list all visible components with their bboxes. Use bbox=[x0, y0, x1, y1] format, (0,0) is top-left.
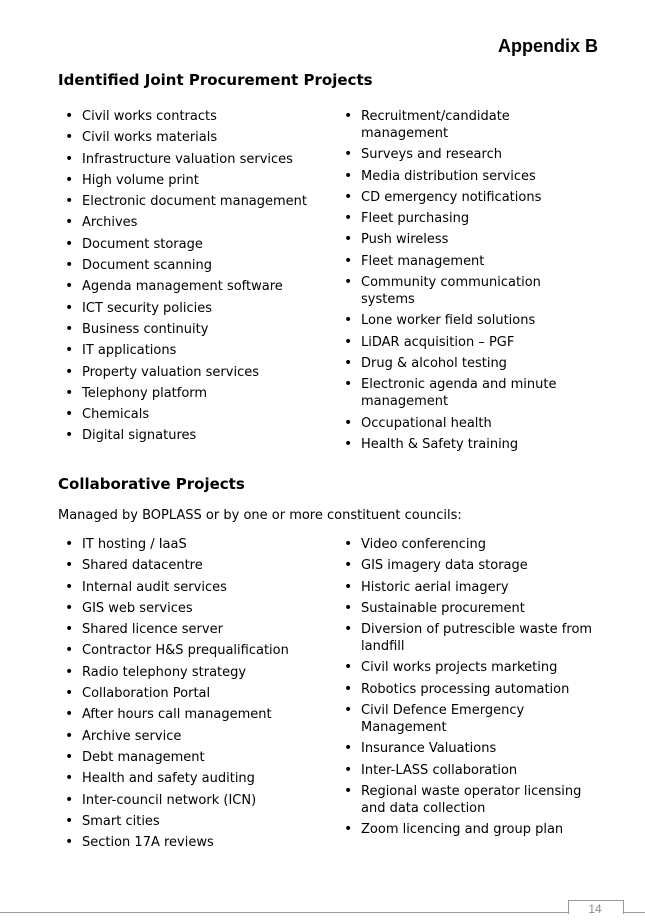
list-item: • Shared licence server bbox=[58, 621, 328, 638]
list-item: • Digital signatures bbox=[58, 427, 328, 444]
list-item: • Collaboration Portal bbox=[58, 685, 328, 702]
list-item: • Electronic document management bbox=[58, 193, 328, 210]
list-item: • Smart cities bbox=[58, 813, 328, 830]
collaborative-intro: Managed by BOPLASS or by one or more constituent councils: bbox=[58, 508, 462, 523]
section-heading-collaborative: Collaborative Projects bbox=[58, 475, 245, 493]
list-item: • Fleet management bbox=[337, 253, 597, 270]
list-item: • Zoom licencing and group plan bbox=[337, 821, 597, 838]
list-item: • Insurance Valuations bbox=[337, 740, 597, 757]
list-item: • Document scanning bbox=[58, 257, 328, 274]
appendix-title: Appendix B bbox=[497, 36, 598, 56]
section-heading-joint-procurement: Identified Joint Procurement Projects bbox=[58, 71, 373, 89]
list-item: • Radio telephony strategy bbox=[58, 664, 328, 681]
footer-divider bbox=[0, 912, 645, 913]
list-item: • Robotics processing automation bbox=[337, 681, 597, 698]
list-item: • Telephony platform bbox=[58, 385, 328, 402]
list-item: • Archive service bbox=[58, 728, 328, 745]
collaborative-list-left bbox=[58, 536, 328, 855]
joint-procurement-list-left bbox=[58, 108, 328, 449]
list-item: • GIS imagery data storage bbox=[337, 557, 597, 574]
list-item: • Health and safety auditing bbox=[58, 770, 328, 787]
list-item: • Property valuation services bbox=[58, 364, 328, 381]
list-item: • Civil works materials bbox=[58, 129, 328, 146]
list-item: • Media distribution services bbox=[337, 168, 597, 185]
list-item: • Chemicals bbox=[58, 406, 328, 423]
joint-procurement-list-right bbox=[337, 108, 597, 457]
list-item: • Inter-LASS collaboration bbox=[337, 762, 597, 779]
list-item: • Business continuity bbox=[58, 321, 328, 338]
list-item: • Lone worker field solutions bbox=[337, 312, 597, 329]
list-item: • Debt management bbox=[58, 749, 328, 766]
list-item: • Internal audit services bbox=[58, 579, 328, 596]
list-item: • ICT security policies bbox=[58, 300, 328, 317]
list-item: • Drug & alcohol testing bbox=[337, 355, 597, 372]
list-item: • Inter-council network (ICN) bbox=[58, 792, 328, 809]
list-item: • Shared datacentre bbox=[58, 557, 328, 574]
list-item: • Document storage bbox=[58, 236, 328, 253]
list-item: • High volume print bbox=[58, 172, 328, 189]
list-item: • CD emergency notifications bbox=[337, 189, 597, 206]
list-item: • LiDAR acquisition – PGF bbox=[337, 334, 597, 351]
list-item: • Regional waste operator licensing and data collection bbox=[337, 783, 597, 817]
list-item: • Health & Safety training bbox=[337, 436, 597, 453]
list-item: • GIS web services bbox=[58, 600, 328, 617]
collaborative-list-right bbox=[337, 536, 597, 843]
list-item: • Sustainable procurement bbox=[337, 600, 597, 617]
list-item: • Agenda management software bbox=[58, 278, 328, 295]
list-item: • Infrastructure valuation services bbox=[58, 151, 328, 168]
list-item: • Civil works projects marketing bbox=[337, 659, 597, 676]
page-number: 14 bbox=[588, 902, 602, 916]
list-item: • IT hosting / IaaS bbox=[58, 536, 328, 553]
list-item: • After hours call management bbox=[58, 706, 328, 723]
list-item: • Contractor H&S prequalification bbox=[58, 642, 328, 659]
list-item: • Historic aerial imagery bbox=[337, 579, 597, 596]
list-item: • Surveys and research bbox=[337, 146, 597, 163]
list-item: • Civil Defence Emergency Management bbox=[337, 702, 597, 736]
list-item: • Community communication systems bbox=[337, 274, 597, 308]
list-item: • Push wireless bbox=[337, 231, 597, 248]
list-item: • Archives bbox=[58, 214, 328, 231]
list-item: • Recruitment/candidate management bbox=[337, 108, 597, 142]
list-item: • Diversion of putrescible waste from landfill bbox=[337, 621, 597, 655]
list-item: • Civil works contracts bbox=[58, 108, 328, 125]
list-item: • Occupational health bbox=[337, 415, 597, 432]
list-item: • Video conferencing bbox=[337, 536, 597, 553]
list-item: • Fleet purchasing bbox=[337, 210, 597, 227]
list-item: • Electronic agenda and minute management bbox=[337, 376, 597, 410]
list-item: • IT applications bbox=[58, 342, 328, 359]
list-item: • Section 17A reviews bbox=[58, 834, 328, 851]
